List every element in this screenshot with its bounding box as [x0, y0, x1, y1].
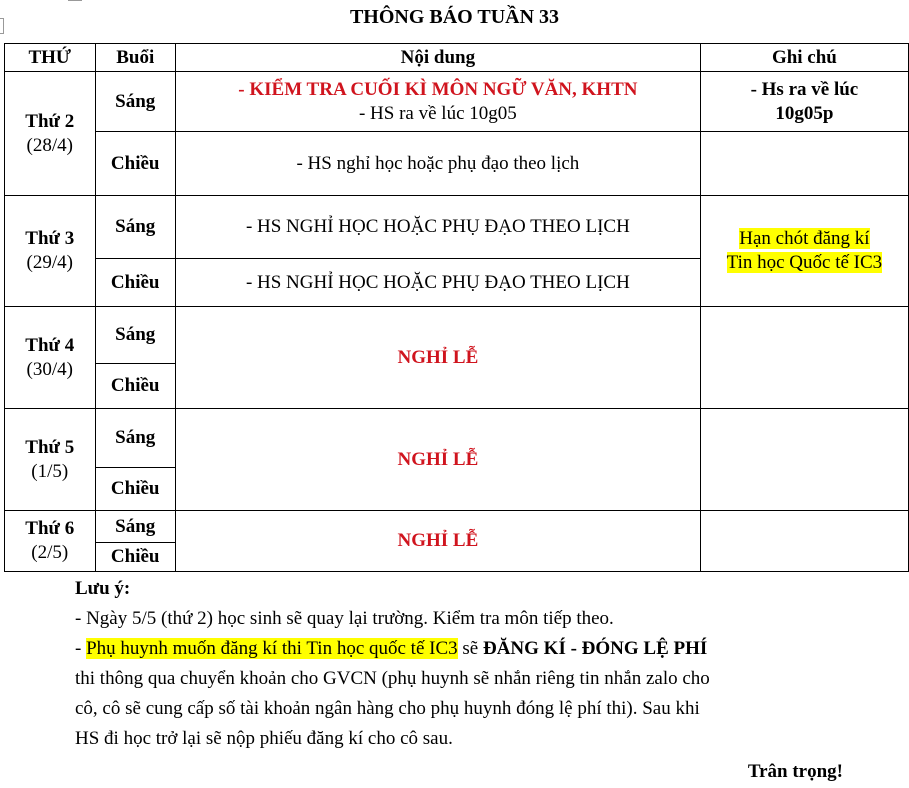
day-name: Thứ 5	[25, 436, 75, 458]
holiday-cell: NGHỈ LỄ	[175, 511, 700, 572]
table-row	[5, 307, 909, 364]
notes-prefix: -	[75, 638, 87, 659]
day-date: (28/4)	[26, 134, 73, 156]
exam-notice: - KIỂM TRA CUỐI KÌ MÔN NGỮ VĂN, KHTN	[238, 78, 638, 100]
session-morning: Sáng	[95, 307, 175, 364]
content-cell: - HS NGHỈ HỌC HOẶC PHỤ ĐẠO THEO LỊCH	[175, 196, 700, 259]
session-afternoon: Chiều	[95, 468, 175, 511]
table-row	[5, 196, 909, 259]
session-morning: Sáng	[95, 196, 175, 259]
day-cell	[5, 307, 96, 409]
notes-line: HS đi học trở lại sẽ nộp phiếu đăng kí cho cô sau.	[75, 728, 453, 749]
note-line: 10g05p	[775, 102, 834, 124]
day-cell	[5, 409, 96, 511]
day-date: (1/5)	[31, 460, 69, 482]
top-rule	[68, 0, 82, 1]
note-cell	[700, 307, 908, 409]
holiday-cell: NGHỈ LỄ	[175, 409, 700, 511]
page-title: THÔNG BÁO TUẦN 33	[349, 6, 560, 28]
day-date: (2/5)	[31, 542, 69, 563]
session-afternoon: Chiều	[95, 543, 175, 572]
header-note: Ghi chú	[700, 44, 908, 72]
table-row	[5, 132, 909, 196]
session-afternoon: Chiều	[95, 132, 175, 196]
content-cell: - HS NGHỈ HỌC HOẶC PHỤ ĐẠO THEO LỊCH	[175, 259, 700, 307]
day-name: Thứ 4	[25, 334, 75, 356]
registration-fee-emphasis: ĐĂNG KÍ - ĐÓNG LỆ PHÍ	[482, 638, 708, 659]
session-morning: Sáng	[95, 409, 175, 468]
header-content: Nội dung	[175, 44, 700, 72]
notes-line: cô, cô sẽ cung cấp số tài khoản ngân hàng cho phụ huynh đóng lệ phí thi). Sau khi	[75, 698, 700, 719]
day-date: (29/4)	[26, 252, 73, 273]
day-name: Thứ 3	[25, 228, 75, 249]
schedule-table	[4, 43, 909, 572]
table-row	[5, 409, 909, 468]
ic3-highlight: Phụ huynh muốn đăng kí thi Tin học quốc tế IC3	[86, 638, 458, 659]
content-cell: - HS nghỉ học hoặc phụ đạo theo lịch	[175, 132, 700, 196]
notes-section	[75, 574, 845, 754]
deadline-note: Hạn chót đăng kí	[739, 228, 870, 249]
session-afternoon: Chiều	[95, 259, 175, 307]
notes-line: thi thông qua chuyển khoản cho GVCN (phụ huynh sẽ nhắn riêng tin nhắn zalo cho	[75, 668, 710, 689]
sign-off: Trân trọng!	[747, 761, 843, 782]
notes-line: - Ngày 5/5 (thứ 2) học sinh sẽ quay lại trường. Kiểm tra môn tiếp theo.	[75, 608, 614, 629]
day-cell	[5, 72, 96, 196]
note-cell	[700, 511, 908, 572]
notes-mid: sẽ	[457, 638, 483, 659]
note-line: - Hs ra về lúc	[750, 78, 859, 100]
note-cell	[700, 409, 908, 511]
day-name: Thứ 2	[25, 110, 75, 132]
table-row	[5, 72, 909, 132]
note-cell	[700, 72, 908, 132]
note-cell	[700, 196, 908, 307]
header-session: Buổi	[95, 44, 175, 72]
notes-line	[75, 634, 845, 664]
session-morning: Sáng	[95, 72, 175, 132]
header-day: THỨ	[5, 44, 96, 72]
day-date: (30/4)	[26, 358, 73, 380]
session-afternoon: Chiều	[95, 364, 175, 409]
dismissal-time: - HS ra về lúc 10g05	[358, 102, 517, 124]
day-name: Thứ 6	[25, 518, 75, 539]
deadline-note: Tin học Quốc tế IC3	[726, 252, 883, 273]
note-cell	[700, 132, 908, 196]
day-cell	[5, 196, 96, 307]
content-cell	[175, 72, 700, 132]
session-morning: Sáng	[95, 511, 175, 543]
day-cell	[5, 511, 96, 572]
table-header-row	[5, 44, 909, 72]
table-row	[5, 511, 909, 543]
notes-heading: Lưu ý:	[75, 578, 131, 599]
holiday-cell: NGHỈ LỄ	[175, 307, 700, 409]
